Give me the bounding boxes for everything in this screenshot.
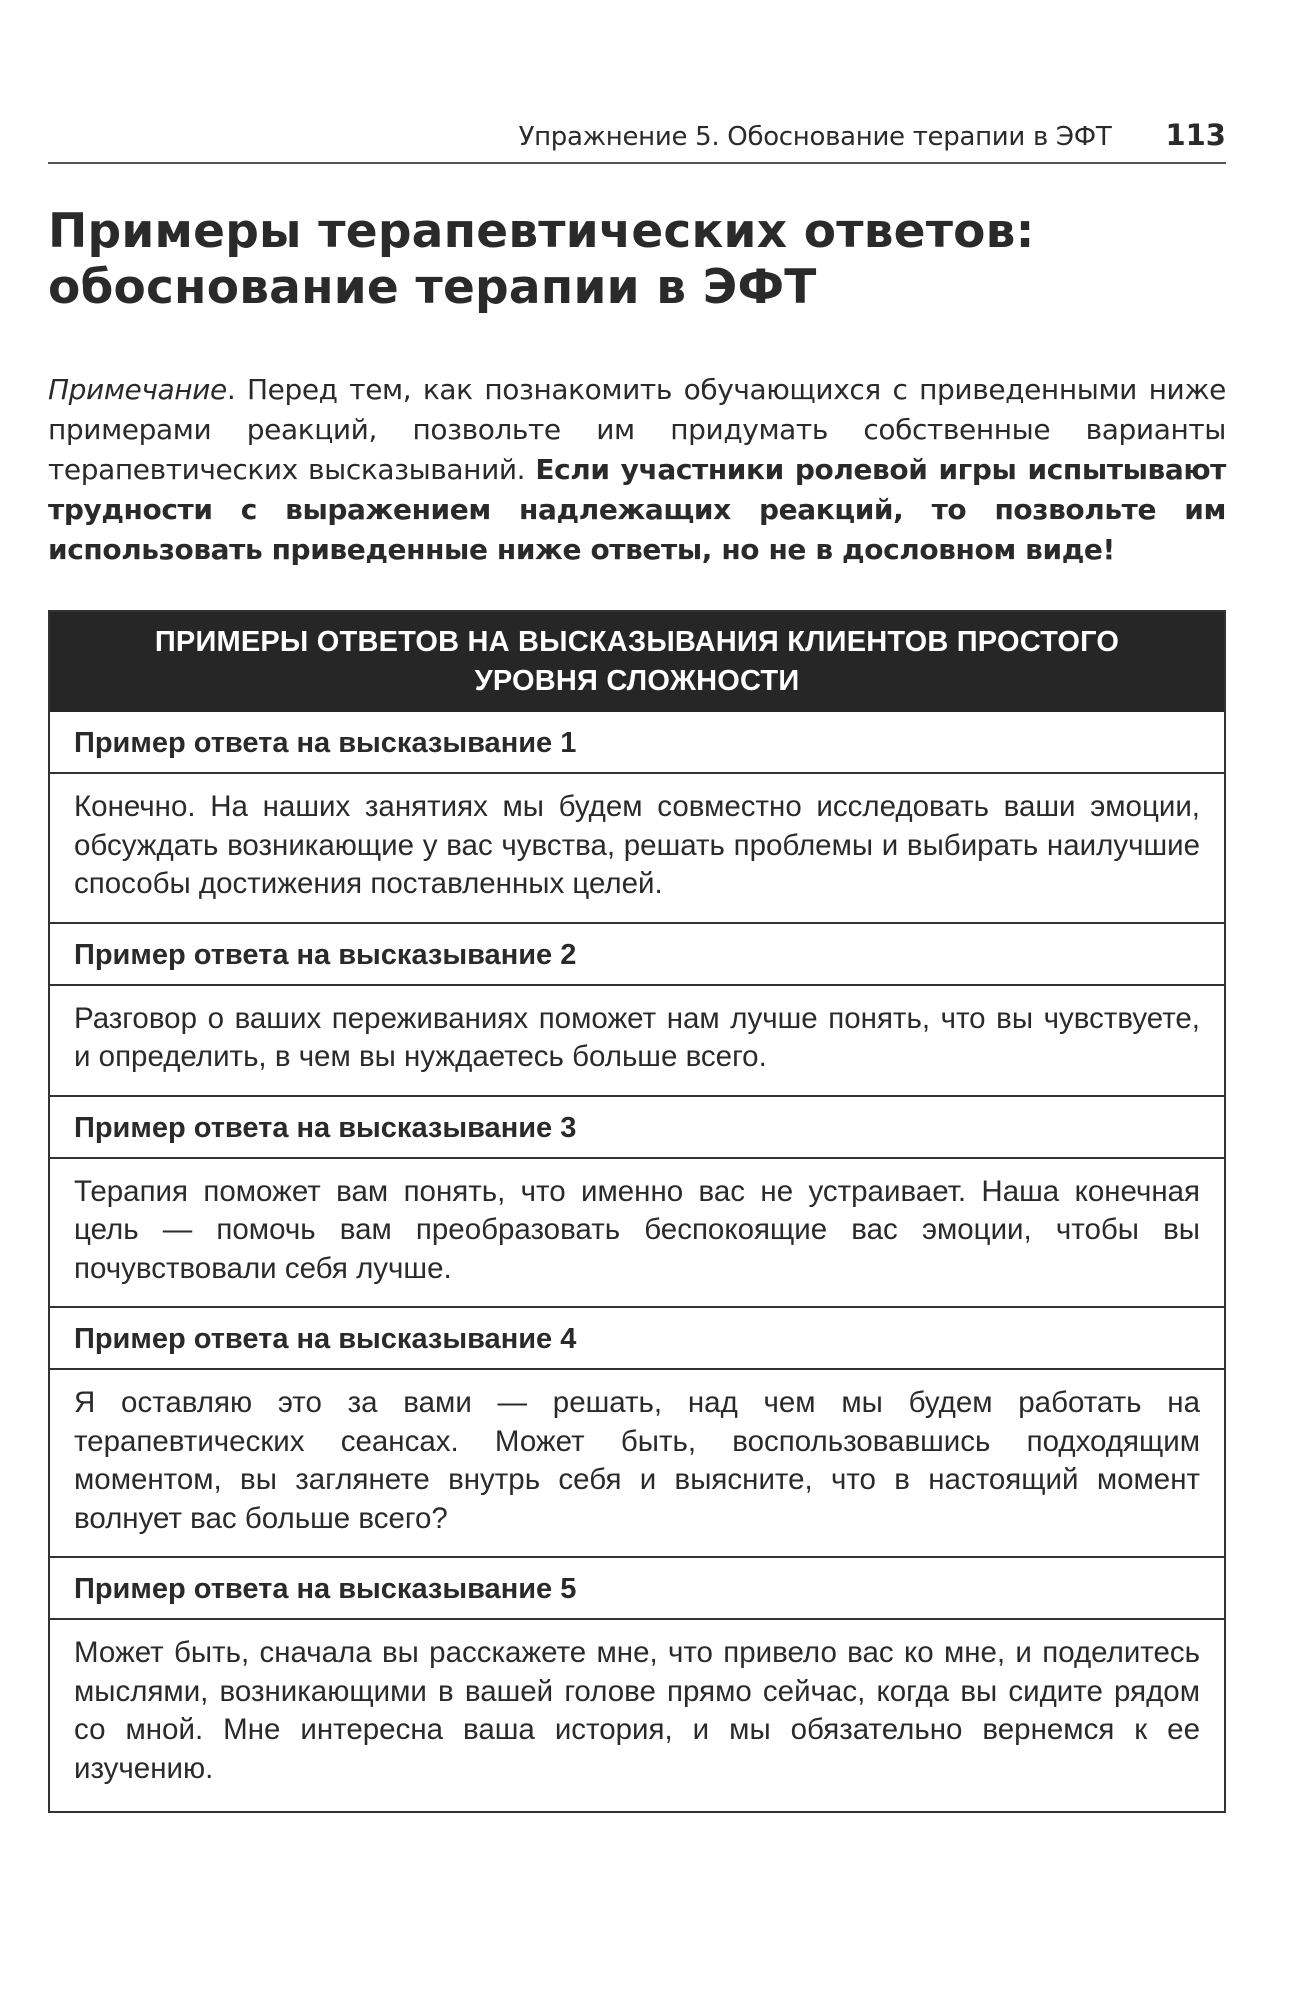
example-text-1: Конечно. На наших занятиях мы будем совместно исследовать ваши эмоции, обсуждать возникающие у вас чувства, решать проблемы и выбирать наилучшие способы достижения поставленных целей. — [50, 774, 1224, 924]
note-paragraph — [48, 370, 1226, 570]
note-label: Примечание — [48, 373, 227, 406]
page-number: 113 — [1165, 118, 1226, 152]
book-page — [48, 118, 1226, 1813]
example-heading-1: Пример ответа на высказывание 1 — [50, 712, 1224, 774]
running-header-title: Упражнение 5. Обоснование терапии в ЭФТ — [518, 122, 1112, 152]
running-header — [48, 118, 1226, 164]
example-text-2: Разговор о ваших переживаниях поможет нам лучше понять, что вы чувствуете, и определить, в чем вы нуждаетесь больше всего. — [50, 986, 1224, 1097]
example-heading-3: Пример ответа на высказывание 3 — [50, 1097, 1224, 1159]
example-text-4: Я оставляю это за вами — решать, над чем мы будем работать на терапевтических сеансах. Может быть, воспользовавшись подходящим моментом, вы заглянете внутрь себя и выясните, что в настоящий момент волнует вас больше всего? — [50, 1370, 1224, 1558]
section-heading-line-1: Примеры терапевтических ответов: — [48, 204, 1035, 259]
note-text: . Перед тем, как познакомить обучающихся с приведенными ниже примерами реакций, позвольте им придумать собственные варианты терапевтических высказываний. — [48, 373, 1226, 486]
section-heading — [48, 204, 1226, 316]
section-heading-line-2: обоснование терапии в ЭФТ — [48, 260, 817, 315]
example-text-5: Может быть, сначала вы расскажете мне, что привело вас ко мне, и поделитесь мыслями, возникающими в вашей голове прямо сейчас, когда вы сидите рядом со мной. Мне интересна ваша история, и мы обязательно вернемся к ее изучению. — [74, 1636, 1200, 1785]
example-heading-5: Пример ответа на высказывание 5 — [50, 1558, 1224, 1620]
example-text-3: Терапия поможет вам понять, что именно вас не устраивает. Наша конечная цель — помочь вам преобразовать беспокоящие вас эмоции, чтобы вы почувствовали себя лучше. — [50, 1159, 1224, 1309]
example-heading-4: Пример ответа на высказывание 4 — [50, 1308, 1224, 1370]
note-bold-text: Если участники ролевой игры испытывают трудности с выражением надлежащих реакций, то позвольте им использовать приведенные ниже ответы, но не в дословном виде! — [48, 453, 1226, 566]
table-title: ПРИМЕРЫ ОТВЕТОВ НА ВЫСКАЗЫВАНИЯ КЛИЕНТОВ ПРОСТОГО УРОВНЯ СЛОЖНОСТИ — [50, 612, 1224, 712]
examples-table — [48, 610, 1226, 1813]
example-heading-2: Пример ответа на высказывание 2 — [50, 924, 1224, 986]
